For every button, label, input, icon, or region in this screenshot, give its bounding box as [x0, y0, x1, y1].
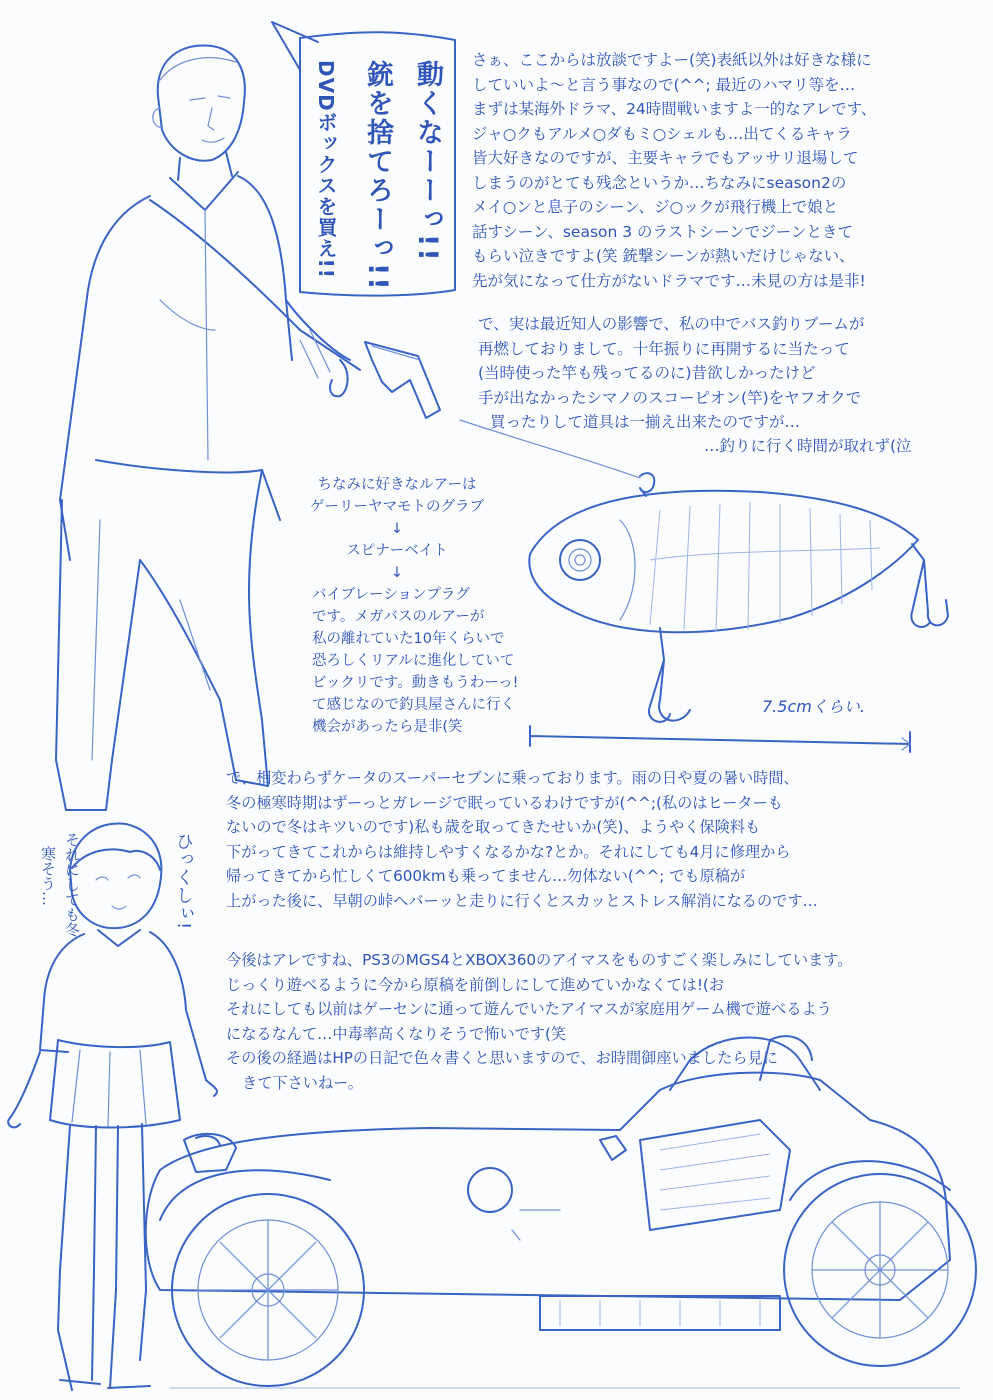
fishing-paragraph [478, 312, 864, 435]
games-paragraph [226, 948, 852, 1095]
intro-line: さぁ、ここからは放談ですよー(笑)表紙以外は好きな様に [472, 51, 872, 69]
fishing-line: 手が出なかったシマノのスコーピオン(竿)をヤフオクで [478, 388, 862, 407]
intro-paragraph [472, 48, 876, 293]
fishing-tail-line: …釣りに行く時間が取れず(泣 [704, 437, 912, 455]
lure-size-label: 7.5cmくらい. [762, 697, 865, 716]
lure-line: ゲーリーヤマモトのグラブ [310, 499, 484, 515]
lure-line: 私の離れていた10年くらいで [312, 631, 505, 647]
girl-speech-left-2: 寒そう… [39, 846, 57, 906]
arrow-down-icon: ↓ [390, 521, 404, 537]
fishing-lure-illustration [529, 473, 948, 752]
car-line: ないので冬はキツいのです)私も歳を取ってきたせいか(笑)、ようやく保険料も [226, 818, 761, 836]
girl-speech-right: ひっくしぃ! [173, 832, 194, 930]
intro-line: 先が気になって仕方がないドラマです…未見の方は是非! [472, 271, 866, 290]
intro-line: メイ○ンと息子のシーン、ジ○ックが飛行機上で娘と [472, 198, 839, 216]
speech-bubble-line-3: DVDボックスを買え!! [314, 60, 338, 279]
lure-line: バイブレーションプラグ [312, 587, 470, 603]
lure-line: 機会があったら是非(笑 [312, 719, 463, 735]
intro-line: ジャ○クもアルメ○ダもミ○シェルも…出てくるキャラ [472, 124, 852, 143]
car-line: で、相変わらずケータのスーパーセブンに乗っております。雨の日や夏の暑い時間、 [226, 769, 799, 787]
intro-line: 皆大好きなのですが、主要キャラでもアッサリ退場して [472, 149, 859, 167]
lure-line: ちなみに好きなルアーは [317, 477, 477, 493]
speech-bubble-line-1: 動くなーーっ!! [412, 60, 443, 263]
games-line: じっくり遊べるように今から原稿を前倒しにして進めていかなくては!(お [226, 975, 725, 994]
car-line: 冬の極寒時期はずーっとガレージで眠っているわけですが(^^;(私のはヒーターも [226, 793, 783, 812]
car-line: 下がってきてこれからは維持しやすくなるかな?とか。それにしても4月に修理から [226, 842, 791, 861]
games-line: 今後はアレですね、PS3のMGS4とXBOX360のアイマスをものすごく楽しみにしています。 [226, 951, 853, 969]
lure-line: 恐ろしくリアルに進化していて [312, 653, 515, 669]
car-paragraph [226, 766, 818, 913]
intro-line: まずは某海外ドラマ、24時間戦いますよ一的なアレです、 [472, 100, 877, 118]
car-line: 帰ってきてから忙しくて600kmも乗ってません…勿体ない(^^; でも原稿が [226, 867, 746, 885]
intro-line: もらい泣きですよ(笑 銃撃シーンが熱いだけじゃない、 [472, 247, 855, 265]
lure-line: て感じなので釣具屋さんに行く [312, 697, 515, 713]
fishing-line: 再燃しておりまして。十年振りに再開するに当たって [478, 339, 850, 358]
intro-line: 話すシーン、season 3 のラストシーンでジーンときて [472, 222, 853, 241]
arrow-down-icon: ↓ [390, 565, 404, 581]
games-line: になるなんて…中毒率高くなりそうで怖いです(笑 [226, 1024, 567, 1043]
lure-notes [282, 474, 519, 738]
fishing-line: (当時使った竿も残ってるのに)昔欲しかったけど [478, 364, 816, 382]
games-line: それにしても以前はゲーセンに通って遊んでいたアイマスが家庭用ゲーム機で遊べるよう [226, 1000, 832, 1018]
games-line: きて下さいねー。 [242, 1073, 363, 1092]
intro-line: しまうのがとても残念というか…ちなみにseason2の [472, 173, 847, 192]
girl-speech-left-1: それにしても冬 [63, 832, 81, 937]
lure-line: ビックリです。動きもうわーっ! [312, 675, 519, 691]
lure-line: スピナーベイト [346, 543, 448, 559]
fishing-line: で、実は最近知人の影響で、私の中でバス釣りブームが [478, 315, 865, 333]
games-line: その後の経過はHPの日記で色々書くと思いますので、お時間御座いましたら見に [226, 1049, 778, 1067]
lure-line: です。メガバスのルアーが [312, 609, 485, 625]
speech-bubble-line-2: 銃を捨てろーっ!! [362, 60, 393, 292]
car-line: 上がった後に、早朝の峠へバーッと走りに行くとスカッとストレス解消になるのです… [226, 891, 818, 910]
intro-line: していいよ〜と言う事なので(^^; 最近のハマリ等を… [472, 75, 856, 94]
fishing-line: 買ったりして道具は一揃え出来たのですが… [490, 413, 801, 431]
